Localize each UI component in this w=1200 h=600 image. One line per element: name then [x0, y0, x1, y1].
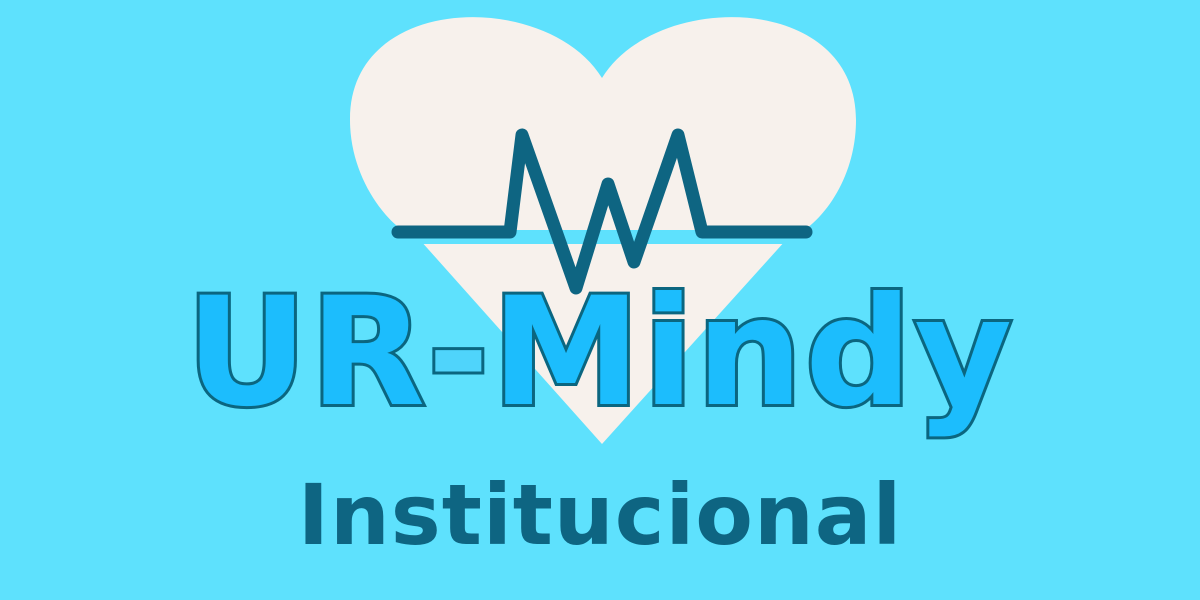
title-part-mindy: Mindy [491, 266, 1015, 440]
title-part-ur: UR [185, 266, 428, 440]
title-hyphen: - [427, 266, 492, 440]
app-title [0, 268, 1200, 438]
subtitle: Institucional [297, 466, 903, 564]
